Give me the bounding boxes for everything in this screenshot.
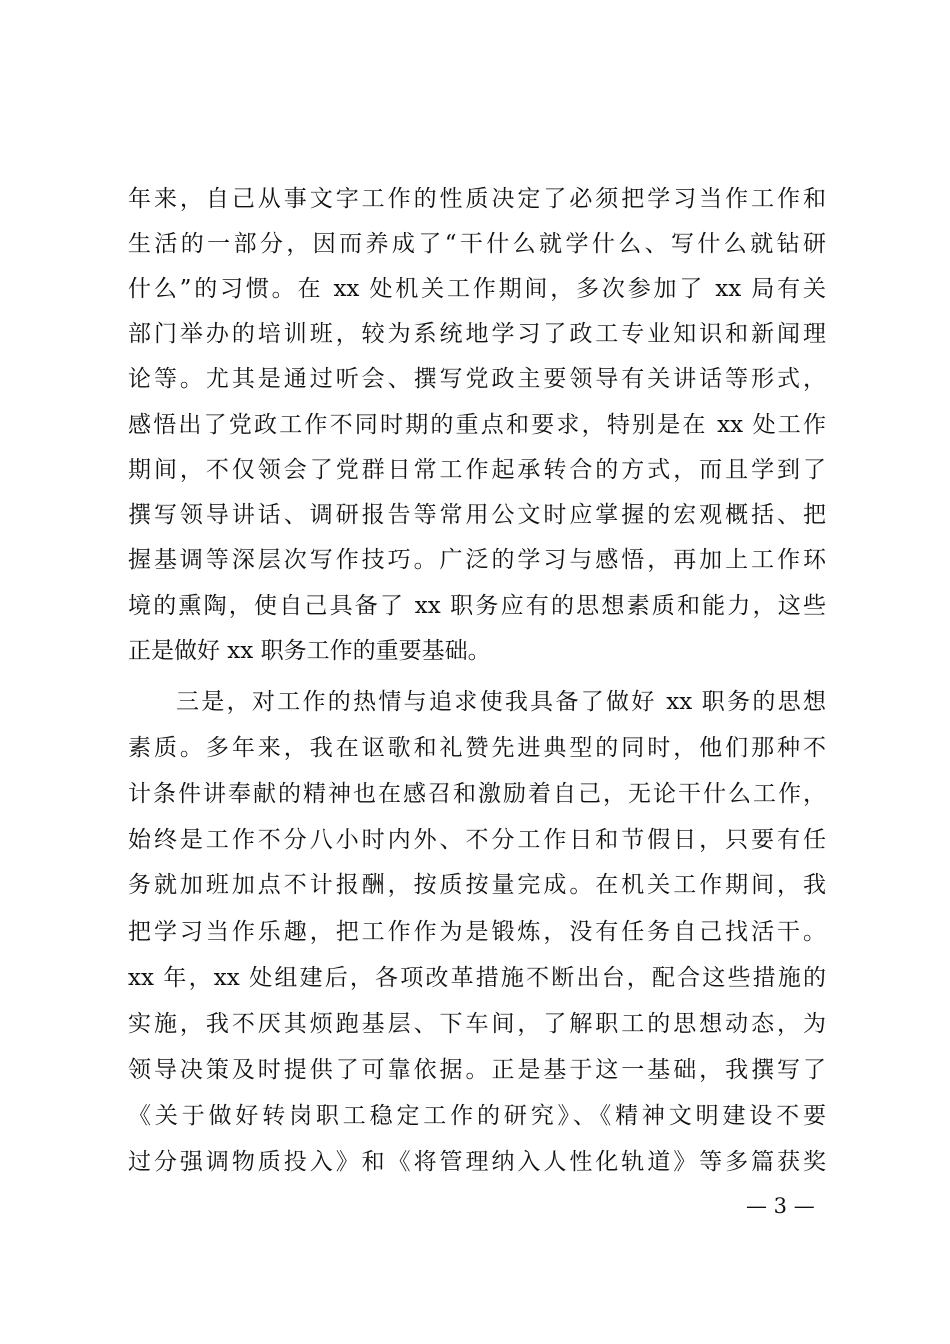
text-line: xx 年，xx 处组建后，各项改革措施不断出台，配合这些措施的 <box>128 965 826 991</box>
text-line: 《关于做好转岗职工稳定工作的研究》、《精神文明建设不要 <box>128 1103 826 1129</box>
text-line: 实施，我不厌其烦跑基层、下车间，了解职工的思想动态，为 <box>128 1011 826 1037</box>
text-line: 感悟出了党政工作不同时期的重点和要求，特别是在 xx 处工作 <box>128 412 826 438</box>
text-line: 论等。尤其是通过听会、撰写党政主要领导有关讲话等形式， <box>128 366 826 392</box>
text-line: 计条件讲奉献的精神也在感召和激励着自己，无论干什么工作， <box>128 781 826 807</box>
text-line: 正是做好 xx 职务工作的重要基础。 <box>128 638 491 664</box>
text-line: 部门举办的培训班，较为系统地学习了政工专业知识和新闻理 <box>128 321 826 347</box>
text-line: 期间，不仅领会了党群日常工作起承转合的方式，而且学到了 <box>128 457 826 483</box>
page-number: — 3 — <box>746 1194 815 1218</box>
text-line: 境的熏陶，使自己具备了 xx 职务应有的思想素质和能力，这些 <box>128 593 826 619</box>
text-line: 年来，自己从事文字工作的性质决定了必须把学习当作工作和 <box>128 186 826 212</box>
text-line: 务就加班加点不计报酬，按质按量完成。在机关工作期间，我 <box>128 872 826 898</box>
text-line: 过分强调物质投入》和《将管理纳入人性化轨道》等多篇获奖 <box>128 1149 826 1175</box>
text-line: 把学习当作乐趣，把工作作为是锻炼，没有任务自己找活干。 <box>128 919 826 945</box>
text-line: 什么”的习惯。在 xx 处机关工作期间，多次参加了 xx 局有关 <box>128 276 826 302</box>
text-line: 生活的一部分，因而养成了“干什么就学什么、写什么就钻研 <box>128 231 826 257</box>
text-line: 撰写领导讲话、调研报告等常用公文时应掌握的宏观概括、把 <box>128 502 826 528</box>
paragraph-first-line: 三是，对工作的热情与追求使我具备了做好 xx 职务的思想 <box>176 689 826 715</box>
text-line: 始终是工作不分八小时内外、不分工作日和节假日，只要有任 <box>128 827 826 853</box>
text-line: 领导决策及时提供了可靠依据。正是基于这一基础，我撰写了 <box>128 1057 826 1083</box>
text-line: 握基调等深层次写作技巧。广泛的学习与感悟，再加上工作环 <box>128 547 826 573</box>
text-line: 素质。多年来，我在讴歌和礼赞先进典型的同时，他们那种不 <box>128 735 826 761</box>
